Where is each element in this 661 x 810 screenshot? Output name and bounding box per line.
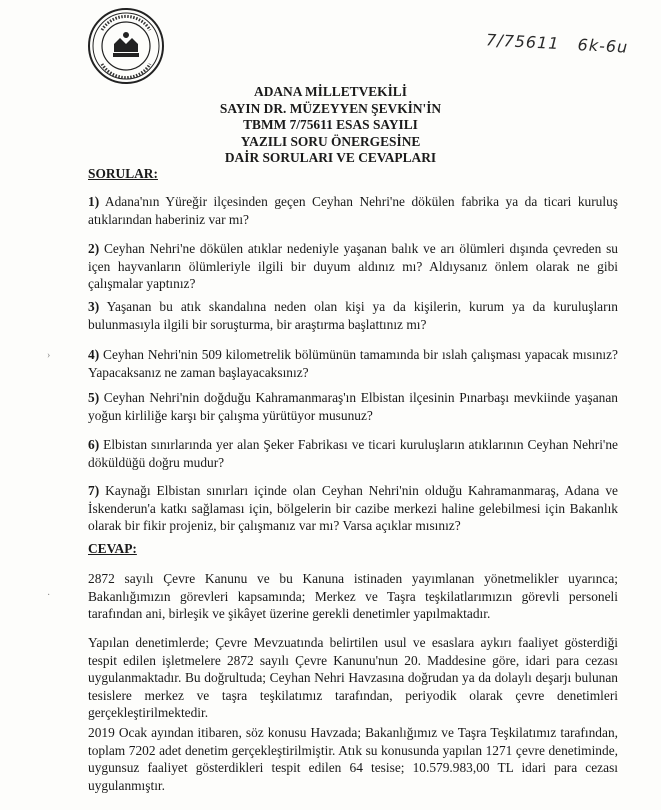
header-line: YAZILI SORU ÖNERGESİNE <box>240 133 421 149</box>
scan-mark: › <box>47 350 51 361</box>
question-number: 2) <box>88 241 100 256</box>
question-number: 3) <box>88 299 100 314</box>
question-6 <box>88 436 618 471</box>
question-5 <box>88 389 618 424</box>
header-line: DAİR SORULARI VE CEVAPLARI <box>224 150 437 166</box>
question-text: Ceyhan Nehri'nin 509 kilometrelik bölümünün tamamında bir ıslah çalışması yapacak mısınız? Yapacaksanız ne zaman başlayacaksınız? <box>88 347 618 380</box>
question-number: 4) <box>88 347 100 362</box>
question-text: Adana'nın Yüreğir ilçesinden geçen Ceyhan Nehri'ne dökülen fabrika ya da ticari kuruluş atıklarından haberiniz var mı? <box>88 194 618 227</box>
question-4 <box>88 346 618 381</box>
answer-paragraph: Yapılan denetimlerde; Çevre Mevzuatında belirtilen usul ve esaslara aykırı faaliyet gösterdiği tespit edilen işletmelere 2872 sayılı Çevre Kanunu'nun 20. Maddesine göre, idari para cezası uygulanmaktadır. Bu doğrultuda; Ceyhan Nehri Havzasına doğrudan ya da dolaylı deşarjı bulunan tesislere merkez ve taşra teşkilatımız tarafından, periyodik olarak çevre denetimleri gerçekleştirilmektedir. <box>88 635 618 720</box>
parliament-seal-icon <box>86 6 166 86</box>
header-line: TBMM 7/75611 ESAS SAYILI <box>243 117 418 133</box>
question-text: Yaşanan bu atık skandalına neden olan kişi ya da kişilerin, kurum ya da kuruluşların bulunmasıyla ilgili bir soruşturma, bir araştırma başlattınız mı? <box>88 299 618 332</box>
question-text: Elbistan sınırlarında yer alan Şeker Fabrikası ve ticari kuruluşların atıklarının Ceyhan Nehri'ne döküldüğü doğru mudur? <box>88 437 618 470</box>
question-number: 6) <box>88 437 100 452</box>
stamp-number: 7/75611 <box>485 30 560 54</box>
question-1 <box>88 193 618 228</box>
questions-title: SORULAR: <box>88 166 158 181</box>
scan-mark: · <box>47 590 51 601</box>
header-line: SAYIN DR. MÜZEYYEN ŞEVKİN'İN <box>219 100 442 116</box>
question-7 <box>88 482 618 535</box>
question-number: 7) <box>88 483 100 498</box>
handwritten-stamp <box>486 30 629 56</box>
question-3 <box>88 298 618 333</box>
question-text: Ceyhan Nehri'nin doğduğu Kahramanmaraş'ın Elbistan ilçesinin Pınarbaşı mevkiinde yaşanan yoğun kirliliğe karşı bir çalışma yürütüyor musunuz? <box>88 390 618 423</box>
question-number: 5) <box>88 390 100 405</box>
header-line: ADANA MİLLETVEKİLİ <box>254 84 407 99</box>
document-header <box>0 84 661 167</box>
answer-title: CEVAP: <box>88 541 137 556</box>
question-text: Kaynağı Elbistan sınırları içinde olan Ceyhan Nehri'nin olduğu Kahramanmaraş, Adana ve İskenderun'a katkı sağlaması için, bölgelerin bir cazibe merkezi haline gelebilmesi için Bakanlık olarak bir fikir projeniz, bir çalışmanız var mı? Varsa açıklar mısınız? <box>88 483 618 533</box>
question-number: 1) <box>88 194 100 209</box>
question-text: Ceyhan Nehri'ne dökülen atıklar nedeniyle yaşanan balık ve arı ölümleri dışında çevreden su içen hayvanların ölümleriyle ilgili bir duyum aldınız mı? Aldıysanız önlem olarak ne gibi çalışmalar yaptınız? <box>88 241 618 291</box>
question-2 <box>88 240 618 293</box>
answer-paragraph: 2019 Ocak ayından itibaren, söz konusu Havzada; Bakanlığımız ve Taşra Teşkilatımız tarafından, toplam 7202 adet denetim gerçekleştirilmiştir. Atık su konusunda yapılan 1271 çevre denetiminde, uygunsuz faaliyet gösterdikleri tespit edilen 64 tesise; 10.579.983,00 TL idari para cezası uygulanmıştır. <box>88 725 618 793</box>
answer-paragraph: 2872 sayılı Çevre Kanunu ve bu Kanuna istinaden yayımlanan yönetmelikler uyarınca; Bakanlığımızın görevleri kapsamında; Merkez ve Taşra teşkilatlarımızın görevli personeli tarafından ani, birleşik ve şikâyet üzerine gerekli denetimler yapılmaktadır. <box>88 571 618 621</box>
stamp-code: 6k-6u <box>577 35 629 57</box>
